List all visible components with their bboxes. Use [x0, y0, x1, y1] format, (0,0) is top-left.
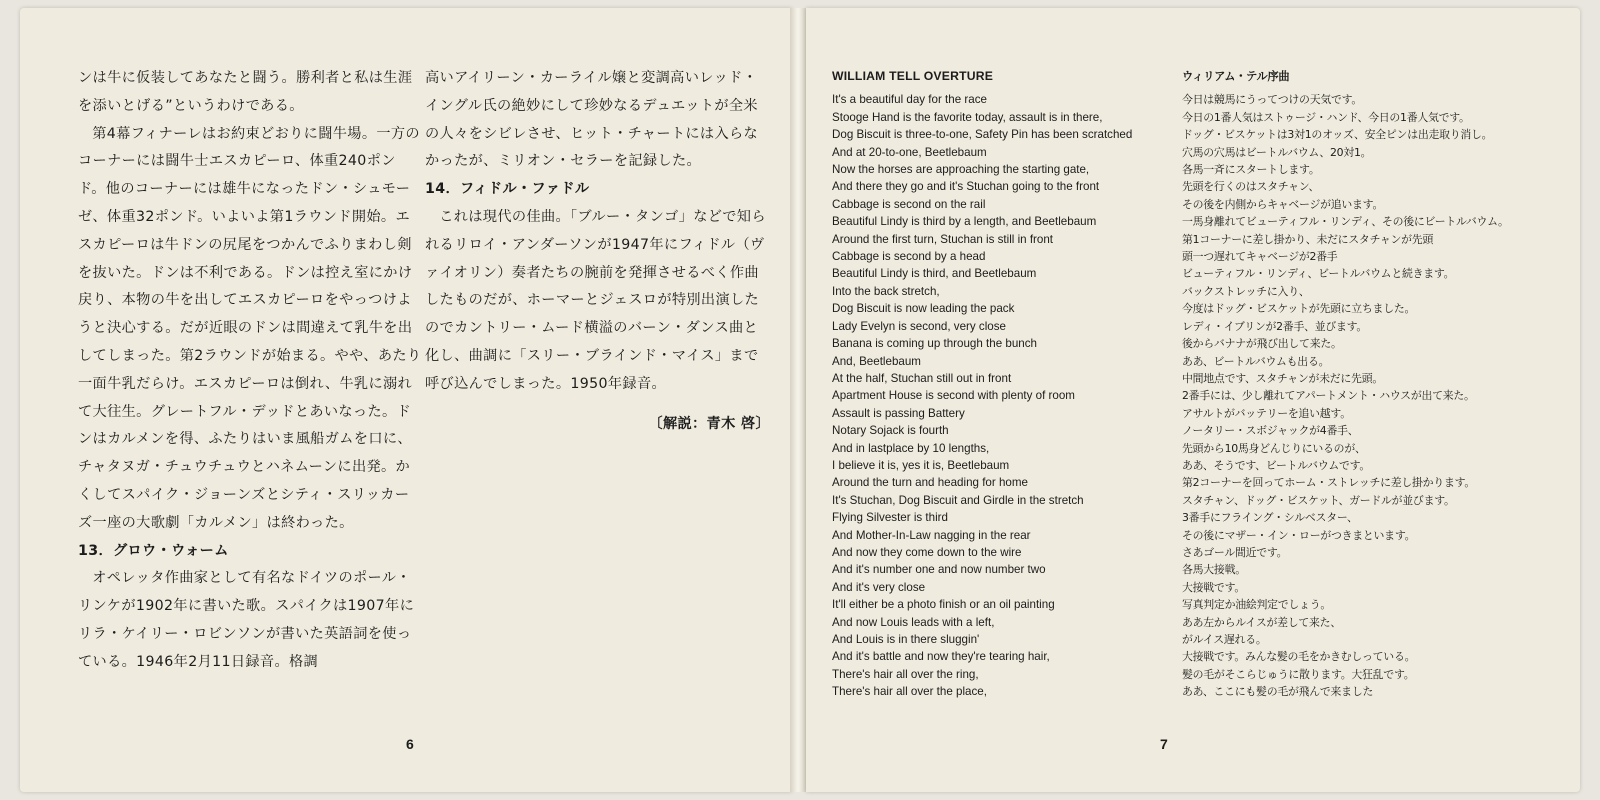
japanese-translation-column: [1182, 68, 1572, 701]
japanese-lyric-line: 先頭を行くのはスタチャン、: [1182, 180, 1320, 194]
english-lyric-line: And now they come down to the wire: [832, 545, 1022, 559]
japanese-lyric-line: 2番手には、少し離れてアパートメント・ハウスが出て来た。: [1182, 389, 1475, 403]
section-heading: 13．グロウ・ウォーム: [78, 542, 229, 559]
english-lyric-line: Assault is passing Battery: [832, 406, 965, 420]
japanese-lyric-line: ああ、ここにも髪の毛が飛んで来ました: [1182, 685, 1374, 699]
japanese-lyric-line: その後を内側からキャベージが追います。: [1182, 197, 1384, 211]
japanese-lyric-line: 穴馬の穴馬はビートルバウム、20対1。: [1182, 145, 1372, 159]
japanese-lyric-line: 3番手にフライング・シルベスター、: [1182, 511, 1358, 525]
japanese-lyric-line: がルイス遅れる。: [1182, 633, 1267, 646]
japanese-lyric-line: 今日は競馬にうってつけの天気です。: [1182, 93, 1363, 107]
english-lyric-line: And it's very close: [832, 580, 926, 594]
japanese-lyric-line: レディ・イブリンが2番手、並びます。: [1182, 319, 1368, 333]
page-number-left: 6: [406, 736, 414, 752]
japanese-lyric-line: 大接戦です。みんな髪の毛をかきむしっている。: [1182, 650, 1416, 664]
paragraph: オペレッタ作曲家として有名なドイツのポール・リンケが1902年に書いた歌。スパイクは1907年にリラ・ケイリー・ロビンソンが書いた英語詞を使っている。1946年2月11日録音。格調: [78, 570, 415, 670]
japanese-lyric-line: 第1コーナーに差し掛かり、未だにスタチャンが先頭: [1182, 232, 1434, 246]
english-lyric-line: Around the first turn, Stuchan is still in front: [832, 232, 1054, 246]
japanese-lyric-line: 先頭から10馬身どんじりにいるのが、: [1182, 441, 1366, 455]
japanese-lyric-line: 一馬身離れてビューティフル・リンディ、その後にビートルバウム。: [1182, 215, 1509, 229]
english-lyric-line: I believe it is, yes it is, Beetlebaum: [832, 458, 1010, 472]
english-lyric-line: And at 20-to-one, Beetlebaum: [832, 145, 987, 159]
japanese-lyric-line: 大接戦です。: [1182, 580, 1245, 594]
english-lyric-line: Beautiful Lindy is third, and Beetlebaum: [832, 267, 1037, 281]
english-lyric-line: Into the back stretch,: [832, 284, 940, 298]
english-lyric-line: It'll either be a photo finish or an oil painting: [832, 598, 1055, 612]
english-lyric-line: Around the turn and heading for home: [832, 476, 1028, 490]
japanese-lyric-line: 各馬大接戦。: [1182, 563, 1246, 577]
liner-notes-column-2: [425, 65, 770, 438]
english-lyric-line: Notary Sojack is fourth: [832, 424, 949, 438]
japanese-lyric-line: 第2コーナーを回ってホーム・ストレッチに差し掛かります。: [1182, 476, 1475, 490]
paragraph: 高いアイリーン・カーライル嬢と変調高いレッド・イングル氏の絶妙にして珍妙なるデュエットが全米の人々をシビレさせ、ヒット・チャートには入らなかったが、ミリオン・セラーを記録した。: [425, 70, 759, 170]
english-lyrics-column: [832, 68, 1162, 701]
english-lyric-line: At the half, Stuchan still out in front: [832, 371, 1012, 385]
english-lyric-line: Lady Evelyn is second, very close: [832, 319, 1006, 333]
english-lyric-line: Cabbage is second by a head: [832, 250, 986, 264]
english-lyric-line: Dog Biscuit is now leading the pack: [832, 302, 1015, 316]
paragraph: これは現代の佳曲。「ブルー・タンゴ」などで知られるリロイ・アンダーソンが1947年にフィドル（ヴァイオリン）奏者たちの腕前を発揮させるべく作曲したものだが、ホーマーとジェスロが特別出演したのでカントリー・ムード横溢のバーン・ダンス曲と化し、曲調に「スリー・ブラインド・マイス」まで呼び込んでしまった。1950年録音。: [425, 208, 766, 392]
english-lyric-line: It's a beautiful day for the race: [832, 93, 987, 107]
english-lyric-line: And there they go and it's Stuchan going to the front: [832, 180, 1100, 194]
paragraph: 第4幕フィナーレはお約束どおりに闘牛場。一方のコーナーには闘牛士エスカピーロ、体重240ポンド。他のコーナーには雄牛になったドン・シュモーゼ、体重32ポンド。いよいよ第1ラウンド開始。エスカピーロは牛ドンの尻尾をつかんでふりまわし剣を抜いた。ドンは不利である。ドンは控え室にかけ戻り、本物の牛を出してエスカピーロをやっつけようと決心する。だが近眼のドンは間違えて乳牛を出してしまった。第2ラウンドが始まる。やや、あたり一面牛乳だらけ。エスカピーロは倒れ、牛乳に溺れて大往生。グレートフル・デッドとあいなった。ドンはカルメンを得、ふたりはいま風船ガムを口に、チャタヌガ・チュウチュウとハネムーンに出発。かくしてスパイク・ジョーンズとシティ・スリッカーズ一座の大歌劇「カルメン」は終わった。: [78, 125, 422, 531]
japanese-lyric-line: 頭一つ遅れてキャベージが2番手: [1182, 250, 1338, 264]
english-lyric-line: Banana is coming up through the bunch: [832, 337, 1037, 351]
english-lyrics-title: WILLIAM TELL OVERTURE: [832, 69, 994, 83]
japanese-lyric-line: ノータリー・スボジャックが4番手、: [1182, 424, 1359, 438]
english-lyric-line: There's hair all over the ring,: [832, 667, 979, 681]
english-lyric-line: Beautiful Lindy is third by a length, and Beetlebaum: [832, 215, 1097, 229]
japanese-lyric-line: 後からバナナが飛び出して来た。: [1182, 337, 1342, 351]
japanese-lyric-line: 今度はドッグ・ビスケットが先頭に立ちました。: [1182, 302, 1416, 316]
english-lyric-line: And it's number one and now number two: [832, 563, 1046, 577]
japanese-lyric-line: ドッグ・ビスケットは3対1のオッズ、安全ピンは出走取り消し。: [1182, 128, 1493, 142]
book-gutter: [790, 8, 806, 792]
right-page: [806, 8, 1580, 792]
english-lyric-line: There's hair all over the place,: [832, 685, 987, 699]
japanese-lyric-line: 今日の1番人気はストゥージ・ハンド、今日の1番人気です。: [1182, 110, 1470, 124]
english-lyric-line: And Louis is in there sluggin': [832, 633, 980, 646]
english-lyric-line: And it's battle and now they're tearing hair,: [832, 650, 1050, 664]
author-credit: 〔解説：青木 啓〕: [648, 415, 770, 432]
japanese-lyric-line: バックストレッチに入り、: [1182, 284, 1310, 298]
english-lyric-line: And, Beetlebaum: [832, 354, 921, 368]
japanese-lyric-line: 中間地点です、スタチャンが未だに先頭。: [1182, 371, 1383, 385]
english-lyric-line: It's Stuchan, Dog Biscuit and Girdle in the stretch: [832, 493, 1084, 507]
english-lyric-line: Dog Biscuit is three-to-one, Safety Pin has been scratched: [832, 128, 1133, 142]
liner-notes-column-1: [78, 65, 423, 677]
english-lyric-line: Flying Silvester is third: [832, 511, 948, 525]
japanese-lyric-line: さあゴール間近です。: [1182, 545, 1288, 559]
japanese-lyric-line: その後にマザー・イン・ローがつきまといます。: [1182, 528, 1416, 542]
page-number-right: 7: [1160, 736, 1168, 752]
left-page: [20, 8, 792, 792]
english-lyric-line: And now Louis leads with a left,: [832, 615, 995, 629]
english-lyric-line: Cabbage is second on the rail: [832, 197, 986, 211]
english-lyric-line: Apartment House is second with plenty of room: [832, 389, 1075, 403]
japanese-lyric-line: ああ左からルイスが差して来た、: [1182, 615, 1341, 629]
japanese-lyric-line: アサルトがバッテリーを追い越す。: [1182, 406, 1351, 420]
japanese-lyric-line: スタチャン、ドッグ・ビスケット、ガードルが並びます。: [1182, 493, 1455, 507]
japanese-lyric-line: ああ、そうです、ビートルバウムです。: [1182, 458, 1371, 472]
paragraph: ンは牛に仮装してあなたと闘う。勝利者と私は生涯を添いとげる”というわけである。: [78, 70, 413, 114]
english-lyric-line: Now the horses are approaching the starting gate,: [832, 163, 1090, 177]
english-lyric-line: And in lastplace by 10 lengths,: [832, 441, 990, 455]
english-lyric-line: And Mother-In-Law nagging in the rear: [832, 528, 1031, 542]
section-heading: 14．フィドル・ファドル: [425, 181, 590, 198]
japanese-translation-title: ウィリアム・テル序曲: [1182, 70, 1290, 83]
english-lyric-line: Stooge Hand is the favorite today, assault is in there,: [832, 110, 1103, 124]
japanese-lyric-line: 写真判定か油絵判定でしょう。: [1182, 598, 1331, 612]
japanese-lyric-line: 各馬一斉にスタートします。: [1182, 163, 1320, 177]
japanese-lyric-line: ビューティフル・リンディ、ビートルバウムと続きます。: [1182, 267, 1455, 281]
japanese-lyric-line: 髪の毛がそこらじゅうに散ります。大狂乱です。: [1182, 667, 1415, 681]
japanese-lyric-line: ああ、ビートルバウムも出る。: [1182, 354, 1330, 368]
